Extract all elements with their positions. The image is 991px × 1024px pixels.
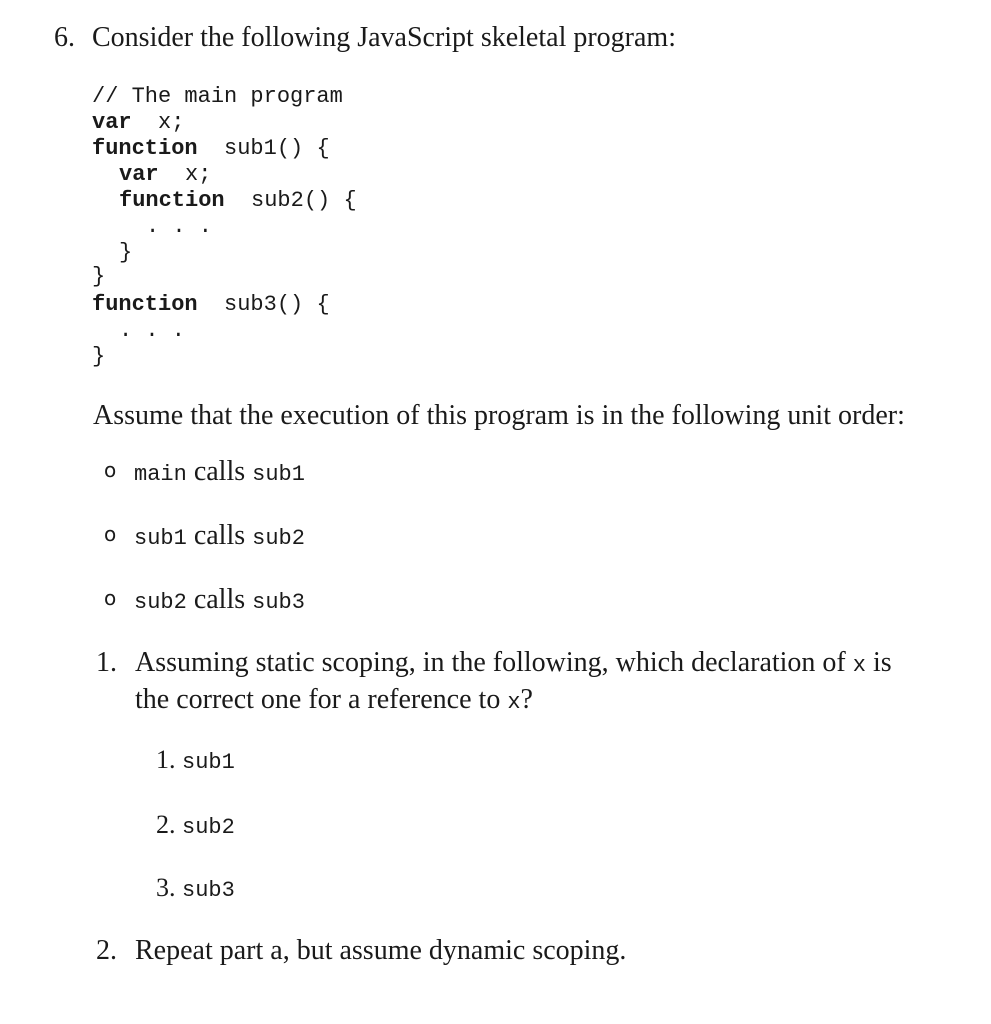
bullet-verb: calls	[186, 456, 253, 487]
code-keyword: function	[119, 188, 225, 213]
bullet-circle-icon: o	[104, 522, 117, 546]
sub-question-1	[96, 646, 916, 720]
option-label: sub2	[182, 815, 235, 840]
unit-name: sub1	[134, 526, 187, 551]
unit-name: sub1	[252, 462, 305, 487]
sub-question-text: Repeat part a, but assume dynamic scoping.	[135, 935, 627, 966]
text-segment: is the correct one for a reference to	[135, 647, 892, 715]
assumption-paragraph: Assume that the execution of this program is in the following unit order:	[93, 400, 905, 431]
code-line-var	[92, 110, 184, 136]
unit-name: main	[134, 462, 187, 487]
bullet-circle-icon: o	[104, 458, 117, 482]
code-keyword: var	[119, 162, 159, 187]
unit-name: sub3	[252, 590, 305, 615]
question-number: 6.	[54, 22, 75, 53]
unit-name: sub2	[252, 526, 305, 551]
code-line-inner-var	[119, 162, 211, 188]
option-label: sub3	[182, 878, 235, 903]
code-close-brace: }	[92, 344, 106, 369]
unit-name: sub2	[134, 590, 187, 615]
sub-question-number: 2.	[96, 935, 117, 966]
code-keyword: function	[92, 136, 198, 161]
option-number: 2.	[156, 810, 176, 839]
variable-name: x	[507, 690, 521, 715]
question-text: Consider the following JavaScript skeletal program:	[92, 22, 676, 53]
option-number: 3.	[156, 873, 176, 902]
code-comment: // The main program	[92, 84, 343, 109]
list-item	[104, 520, 305, 552]
code-line-sub2	[119, 188, 357, 214]
bullet-verb: calls	[186, 584, 253, 615]
text-segment: ?	[520, 684, 533, 715]
sub-question-text	[135, 646, 916, 720]
question-heading	[54, 22, 676, 54]
code-ellipsis: . . .	[146, 214, 213, 239]
code-identifier: x;	[185, 162, 212, 187]
code-close-brace: }	[119, 240, 133, 265]
code-signature: sub1() {	[224, 136, 330, 161]
code-identifier: x;	[158, 110, 185, 135]
code-line-sub3	[92, 292, 330, 318]
option-number: 1.	[156, 745, 176, 774]
code-signature: sub2() {	[251, 188, 357, 213]
text-segment: Assuming static scoping, in the following, which declaration of	[135, 647, 853, 678]
code-signature: sub3() {	[224, 292, 330, 317]
list-item	[104, 456, 305, 488]
code-keyword: var	[92, 110, 132, 135]
sub-question-number: 1.	[96, 647, 117, 678]
variable-name: x	[852, 653, 866, 678]
code-line-sub1	[92, 136, 330, 162]
bullet-circle-icon: o	[104, 586, 117, 610]
option-label: sub1	[182, 750, 235, 775]
code-close-brace: }	[92, 264, 106, 289]
sub-question-2	[96, 934, 916, 968]
code-keyword: function	[92, 292, 198, 317]
answer-option	[156, 810, 235, 840]
list-item	[104, 584, 305, 616]
answer-option	[156, 745, 235, 775]
answer-option	[156, 873, 235, 903]
bullet-verb: calls	[186, 520, 253, 551]
code-ellipsis: . . .	[119, 318, 186, 343]
